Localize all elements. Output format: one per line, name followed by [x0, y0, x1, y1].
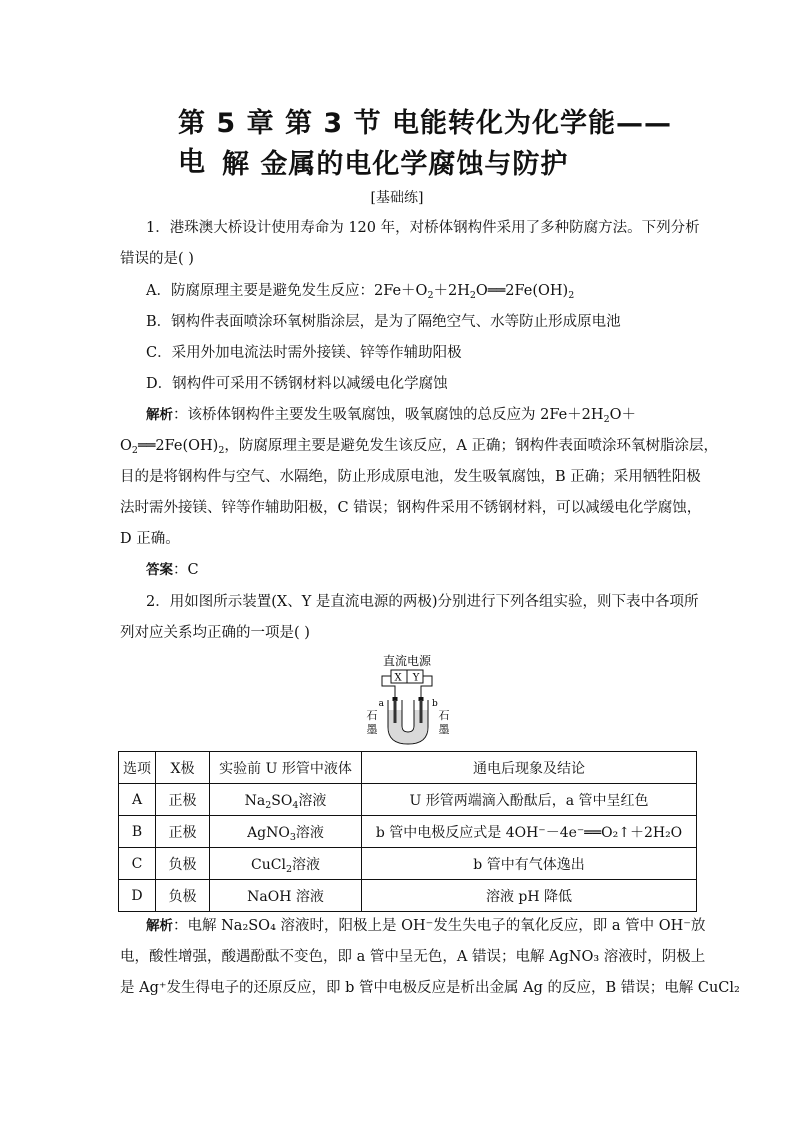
q1-analysis-text-2c: ，防腐原理主要是避免发生该反应，A 正确；钢构件表面喷涂环氧树脂涂层，: [224, 438, 718, 454]
table-row: [119, 816, 697, 848]
right-graphite-label-1: 石: [438, 709, 450, 722]
table-header-cell: 选项: [119, 752, 156, 784]
table-cell-result: 溶液 pH 降低: [362, 880, 697, 912]
electrode-b-label: b: [432, 699, 438, 709]
table-row: [119, 784, 697, 816]
table-cell-liquid: AgNO$_3$溶液: [210, 816, 362, 848]
q1-answer: [146, 560, 199, 580]
table-header-cell: 实验前 U 形管中液体: [210, 752, 362, 784]
table-row: [119, 848, 697, 880]
q1-analysis-text-2b: ══2Fe(OH): [137, 438, 219, 454]
table-cell-result: U 形管两端滴入酚酞后，a 管中呈红色: [362, 784, 697, 816]
left-graphite-label-2: 墨: [366, 723, 378, 736]
right-graphite-label-2: 墨: [438, 723, 450, 736]
q2-analysis-line-1: [146, 916, 705, 936]
electrode-a: [394, 700, 397, 723]
table-cell-liquid: NaOH 溶液: [210, 880, 362, 912]
q1-stem-line-2: 错误的是( ): [120, 251, 194, 267]
table-cell-pole: 负极: [156, 848, 210, 880]
table-cell-option: A: [119, 784, 156, 816]
q1-analysis-line-4: 法时需外接镁、锌等作辅助阳极，C 错误；钢构件采用不锈钢材料，可以减缓电化学腐蚀，: [120, 500, 702, 516]
q1-option-d: D．钢构件可采用不锈钢材料以减缓电化学腐蚀: [146, 376, 448, 392]
q1-analysis-line-5: D 正确。: [120, 531, 180, 547]
q1-analysis-line-3: 目的是将钢构件与空气、水隔绝，防止形成原电池，发生吸氧腐蚀，B 正确；采用牺牲阳极: [120, 469, 701, 485]
table-cell-liquid: $Na_2SO_4$溶液: [210, 784, 362, 816]
table-row: [119, 880, 697, 912]
q1-analysis-text-2a: O: [120, 438, 132, 454]
table-cell-option: C: [119, 848, 156, 880]
table-header-cell: X极: [156, 752, 210, 784]
q2-stem-line-1: 2．用如图所示装置(X、Y 是直流电源的两极)分别进行下列各组实验，则下表中各项所: [146, 594, 699, 610]
q1-option-c: C．采用外加电流法时需外接镁、锌等作辅助阳极: [146, 345, 462, 361]
table-cell-result: b 管中有气体逸出: [362, 848, 697, 880]
q1-option-a-part1: A．防腐原理主要是避免发生反应：2Fe＋O: [146, 283, 428, 299]
table-cell-pole: 正极: [156, 816, 210, 848]
table-cell-pole: 负极: [156, 880, 210, 912]
q1-analysis-text-1-end: O＋: [609, 407, 636, 423]
q2-analysis-line-3: 是 Ag⁺发生得电子的还原反应，即 b 管中电极反应是析出金属 Ag 的反应，B 错误；电解 CuCl₂: [120, 980, 740, 996]
table-cell-liquid: CuCl$_2$溶液: [210, 848, 362, 880]
power-source-label: 直流电源: [382, 654, 432, 668]
q1-analysis-line-1: 解析：该桥体钢构件主要发生吸氧腐蚀，吸氧腐蚀的总反应为 $2Fe+2H_2O+$: [146, 407, 636, 425]
electrode-a-label: a: [378, 699, 384, 709]
table-header-row: [119, 752, 697, 784]
q1-answer-label: 答案: [146, 562, 173, 578]
q1-analysis-line-2: $O_2══2Fe(OH)_2$，防腐原理主要是避免发生该反应，A 正确；钢构件表面喷涂环氧树脂涂层，: [120, 438, 718, 456]
q1-option-a-part3: O══2Fe(OH): [475, 283, 569, 299]
q1-option-b: B．钢构件表面喷涂环氧树脂涂层，是为了隔绝空气、水等防止形成原电池: [146, 314, 621, 330]
q1-answer-value: ：C: [173, 562, 199, 578]
page-title-line-1: 第 5 章 第 3 节 电能转化为化学能——电: [178, 108, 672, 178]
q2-stem-line-2: 列对应关系均正确的一项是( ): [120, 625, 310, 641]
table-cell-option: B: [119, 816, 156, 848]
table-header-cell: 通电后现象及结论: [362, 752, 697, 784]
section-tag: [基础练]: [370, 190, 424, 206]
q1-stem-line-1: 1．港珠澳大桥设计使用寿命为 120 年，对桥体钢构件采用了多种防腐方法。下列分析: [146, 220, 700, 236]
table-cell-result: b 管中电极反应式是 4OH⁻－4e⁻══O₂↑＋2H₂O: [362, 816, 697, 848]
pole-x-label: X: [394, 672, 402, 684]
q2-analysis-line-2: 电，酸性增强，酸遇酚酞不变色，即 a 管中呈无色，A 错误；电解 AgNO₃ 溶液时，阴极上: [120, 949, 706, 965]
table-cell-option: D: [119, 880, 156, 912]
q2-analysis-text-1: ：电解 Na₂SO₄ 溶液时，阳极上是 OH⁻发生失电子的氧化反应，即 a 管中 OH⁻放: [173, 918, 706, 934]
q2-analysis-label: 解析: [146, 918, 173, 934]
q1-option-a: A．防腐原理主要是避免发生反应：$2Fe+O_2+2H_2O══2Fe(OH)_2$: [146, 283, 575, 301]
q1-analysis-label: 解析: [146, 407, 173, 423]
page-title-line-2: 解 金属的电化学腐蚀与防护: [222, 149, 569, 180]
electrode-b: [420, 700, 423, 723]
q1-option-a-part2: ＋2H: [433, 283, 470, 299]
left-graphite-label-1: 石: [366, 709, 378, 722]
electrolysis-u-tube-diagram: [352, 652, 462, 748]
q1-analysis-text-1: ：该桥体钢构件主要发生吸氧腐蚀，吸氧腐蚀的总反应为 2Fe＋2H: [173, 407, 604, 423]
table-cell-pole: 正极: [156, 784, 210, 816]
q2-options-table: [118, 751, 697, 912]
pole-y-label: Y: [412, 672, 420, 684]
